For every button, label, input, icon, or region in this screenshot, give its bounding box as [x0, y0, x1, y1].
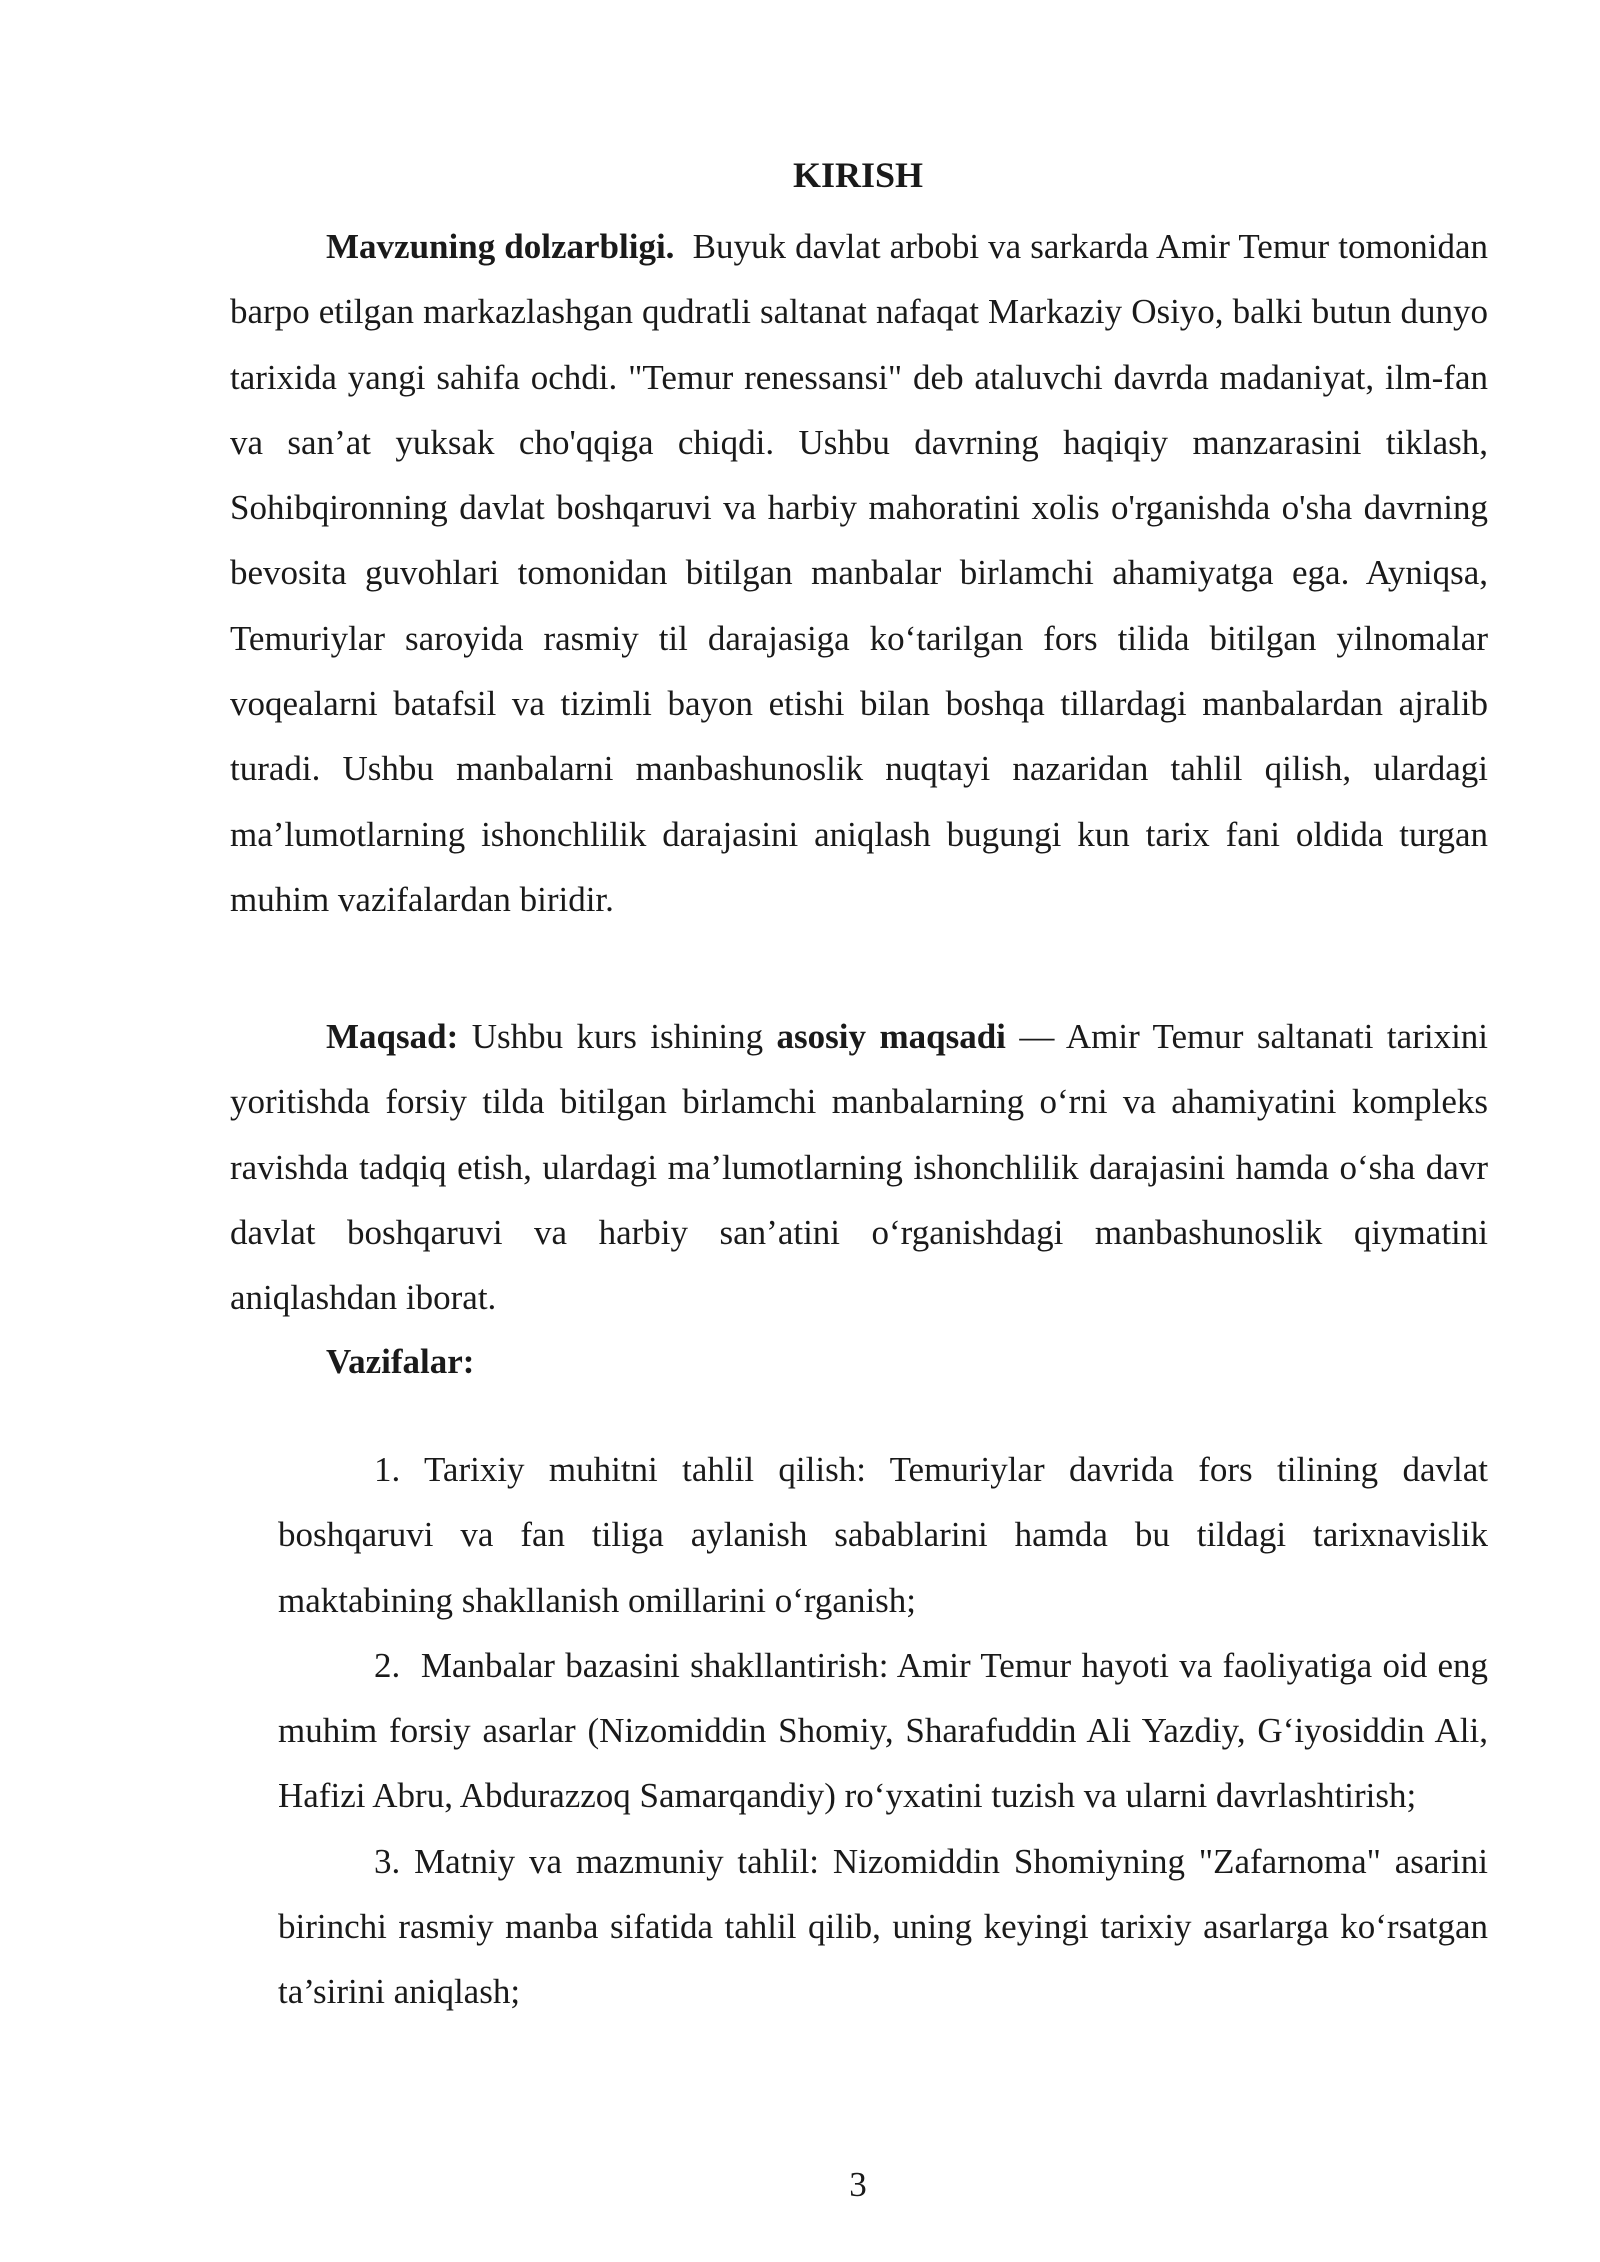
page-number-text: 3	[849, 2165, 867, 2204]
section-heading-text: KIRISH	[792, 155, 924, 195]
list-item-number: 2.	[374, 1645, 401, 1685]
goal-emphasis: asosiy maqsadi	[776, 1017, 1006, 1056]
tasks-list	[278, 1437, 1488, 2025]
list-item-text: Manbalar bazasini shakllantirish: Amir Temur hayoti va faoliyatiga oid eng muhim forsiy asarlar (Nizomiddin Shomiy, Sharafuddin Ali Yazdiy, G‘iyosiddin Ali, Hafizi Abru, Abdurazzoq Samarqandiy) ro‘yxatini tuzish va ularni davrlashtirish;	[278, 1645, 1489, 1816]
goal-text-before: Ushbu kurs ishining	[471, 1017, 764, 1056]
goal-label: Maqsad:	[326, 1017, 459, 1056]
list-item-number: 1.	[374, 1450, 401, 1489]
tasks-heading: Vazifalar:	[326, 1342, 475, 1381]
list-item	[278, 1829, 1488, 2025]
goal-paragraph	[230, 1004, 1488, 1330]
list-item-text: Matniy va mazmuniy tahlil: Nizomiddin Shomiyning "Zafarnoma" asarini birinchi rasmiy manba sifatida tahlil qilib, uning keyingi tarixiy asarlarga ko‘rsatgan ta’sirini aniqlash;	[278, 1841, 1489, 2012]
relevance-paragraph	[230, 214, 1488, 932]
page-number	[0, 2160, 1600, 2210]
section-heading	[0, 150, 1600, 200]
list-item	[278, 1633, 1488, 1829]
list-item-text: Tarixiy muhitni tahlil qilish: Temuriylar davrida fors tilining davlat boshqaruvi va fan tiliga aylanish sabablarini hamda bu tildagi tarixnavislik maktabining shakllanish omillarini o‘rganish;	[278, 1450, 1488, 1620]
goal-text-after: — Amir Temur saltanati tarixini yoritishda forsiy tilda bitilgan birlamchi manbalarning o‘rni va ahamiyatini kompleks ravishda tadqiq etish, ulardagi ma’lumotlarning ishonchlilik darajasini hamda o‘sha davr davlat boshqaruvi va harbiy san’atini o‘rganishdagi manbashunoslik qiymatini aniqlashdan iborat.	[230, 1017, 1489, 1318]
relevance-label: Mavzuning dolzarbligi.	[326, 227, 675, 266]
list-item-number: 3.	[374, 1841, 401, 1881]
relevance-text: Buyuk davlat arbobi va sarkarda Amir Temur tomonidan barpo etilgan markazlashgan qudratli saltanat nafaqat Markaziy Osiyo, balki butun dunyo tarixida yangi sahifa ochdi. "Temur renessansi" deb ataluvchi davrda madaniyat, ilm-fan va san’at yuksak cho'qqiga chiqdi. Ushbu davrning haqiqiy manzarasini tiklash, Sohibqironning davlat boshqaruvi va harbiy mahoratini xolis o'rganishda o'sha davrning bevosita guvohlari tomonidan bitilgan manbalar birlamchi ahamiyatga ega. Ayniqsa, Temuriylar saroyida rasmiy til darajasiga ko‘tarilgan fors tilida bitilgan yilnomalar voqealarni batafsil va tizimli bayon etishi bilan boshqa tillardagi manbalardan ajralib turadi. Ushbu manbalarni manbashunoslik nuqtayi nazaridan tahlil qilish, ulardagi ma’lumotlarning ishonchlilik darajasini aniqlash bugungi kun tarix fani oldida turgan muhim vazifalardan biridir.	[230, 227, 1488, 919]
list-item	[278, 1437, 1488, 1633]
